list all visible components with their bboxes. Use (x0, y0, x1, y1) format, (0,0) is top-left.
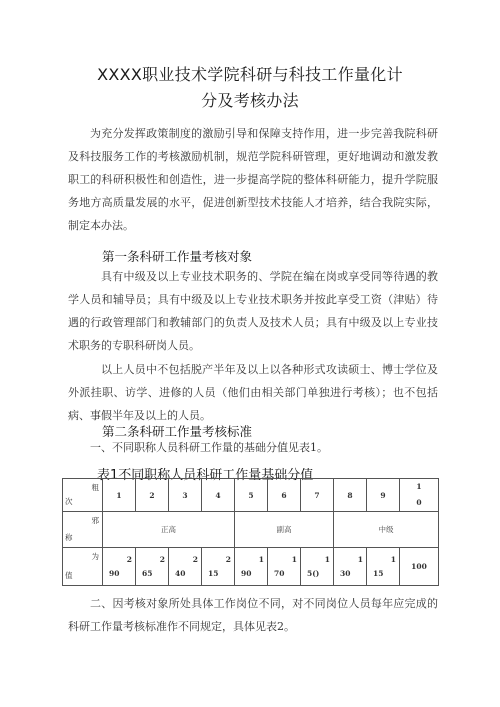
section1-heading: 第一条科研工作量考核对象 (102, 249, 253, 264)
section1-paragraph2: 以上人员中不包括脱产半年及以上以各种形式攻读硕士、博士学位及外派挂职、访学、进修的人员（他们由相关部门单独进行考核）；也不包括病、事假半年及以上的人员。 (68, 363, 438, 422)
intro-paragraph: 为充分发挥政策制度的激励引导和保障支持作用，进一步完善我院科研及科技服务工作的考核激励机制，规范学院科研管理，更好地调动和激发教职工的科研积极性和创造性，进一步提高学院的整体科研能力，提升学院服务地方高质量发展的水平，促进创新型技术技能人才培养，结合我院实际，制定本办法。 (68, 127, 438, 232)
level-cell-intermediate: 中级 (334, 512, 439, 548)
score-cell: 2 65 (136, 548, 169, 586)
score-cell-last: 100 (400, 548, 439, 586)
level-cell-vice-senior: 副高 (235, 512, 334, 548)
document-title-line2: 分及考核办法 (201, 91, 299, 110)
score-header-bottom: 值 (65, 571, 73, 580)
level-header-bottom: 称 (65, 533, 73, 542)
score-cell: 1 70 (268, 548, 301, 586)
rank-cell: 3 (169, 479, 202, 512)
score-header-cell (63, 548, 103, 586)
rank-cell: 6 (268, 479, 301, 512)
rank-header-cell (63, 479, 103, 512)
rank-cell: 9 (367, 479, 400, 512)
rank-cell: 2 (136, 479, 169, 512)
score-cell: 2 15 (202, 548, 235, 586)
rank-cell-10: 1 0 (400, 479, 439, 512)
rank-cell: 5 (235, 479, 268, 512)
score-header-top: 为 (91, 552, 99, 561)
section1-paragraph1: 具有中级及以上专业技术职务的、学院在编在岗或享受同等待遇的教学人员和辅导员；具有中级及以上专业技术职务并按此享受工资（津贴）待遇的行政管理部门和教辅部门的负责人及技术人员；具有中级及以上专业技术职务的专职科研岗人员。 (68, 270, 438, 352)
rank-cell: 8 (334, 479, 367, 512)
section2-heading: 第二条科研工作量考核标准 (102, 424, 253, 439)
table-row-score (63, 548, 439, 586)
table-row-rank (63, 479, 439, 512)
rank-cell: 1 (103, 479, 136, 512)
score-cell: 1 30 (334, 548, 367, 586)
score-table (62, 478, 439, 586)
table1-caption: 表1不同职称人员科研工作量基础分值 (97, 468, 314, 483)
score-cell: 1 5() (301, 548, 334, 586)
level-cell-senior: 正高 (103, 512, 235, 548)
section2-item2: 二、因考核对象所处具体工作岗位不同，对不同岗位人员每年应完成的科研工作量考核标准作不同规定，具体见表2。 (68, 597, 438, 633)
score-cell: 2 40 (169, 548, 202, 586)
score-cell: 2 90 (103, 548, 136, 586)
rank-cell: 4 (202, 479, 235, 512)
table-row-title-level (63, 512, 439, 548)
level-header-cell (63, 512, 103, 548)
score-cell: 1 90 (235, 548, 268, 586)
rank-cell: 7 (301, 479, 334, 512)
score-cell: 1 15 (367, 548, 400, 586)
rank-header-top: 粗 (91, 483, 99, 492)
document-title-line1: XXXX职业技术学院科研与科技工作量化计 (97, 65, 403, 84)
rank-header-bottom: 次 (65, 497, 73, 506)
section2-item1: 一、不同职称人员科研工作量的基础分值见表1。 (90, 441, 328, 454)
level-header-top: 邪 (91, 516, 99, 525)
